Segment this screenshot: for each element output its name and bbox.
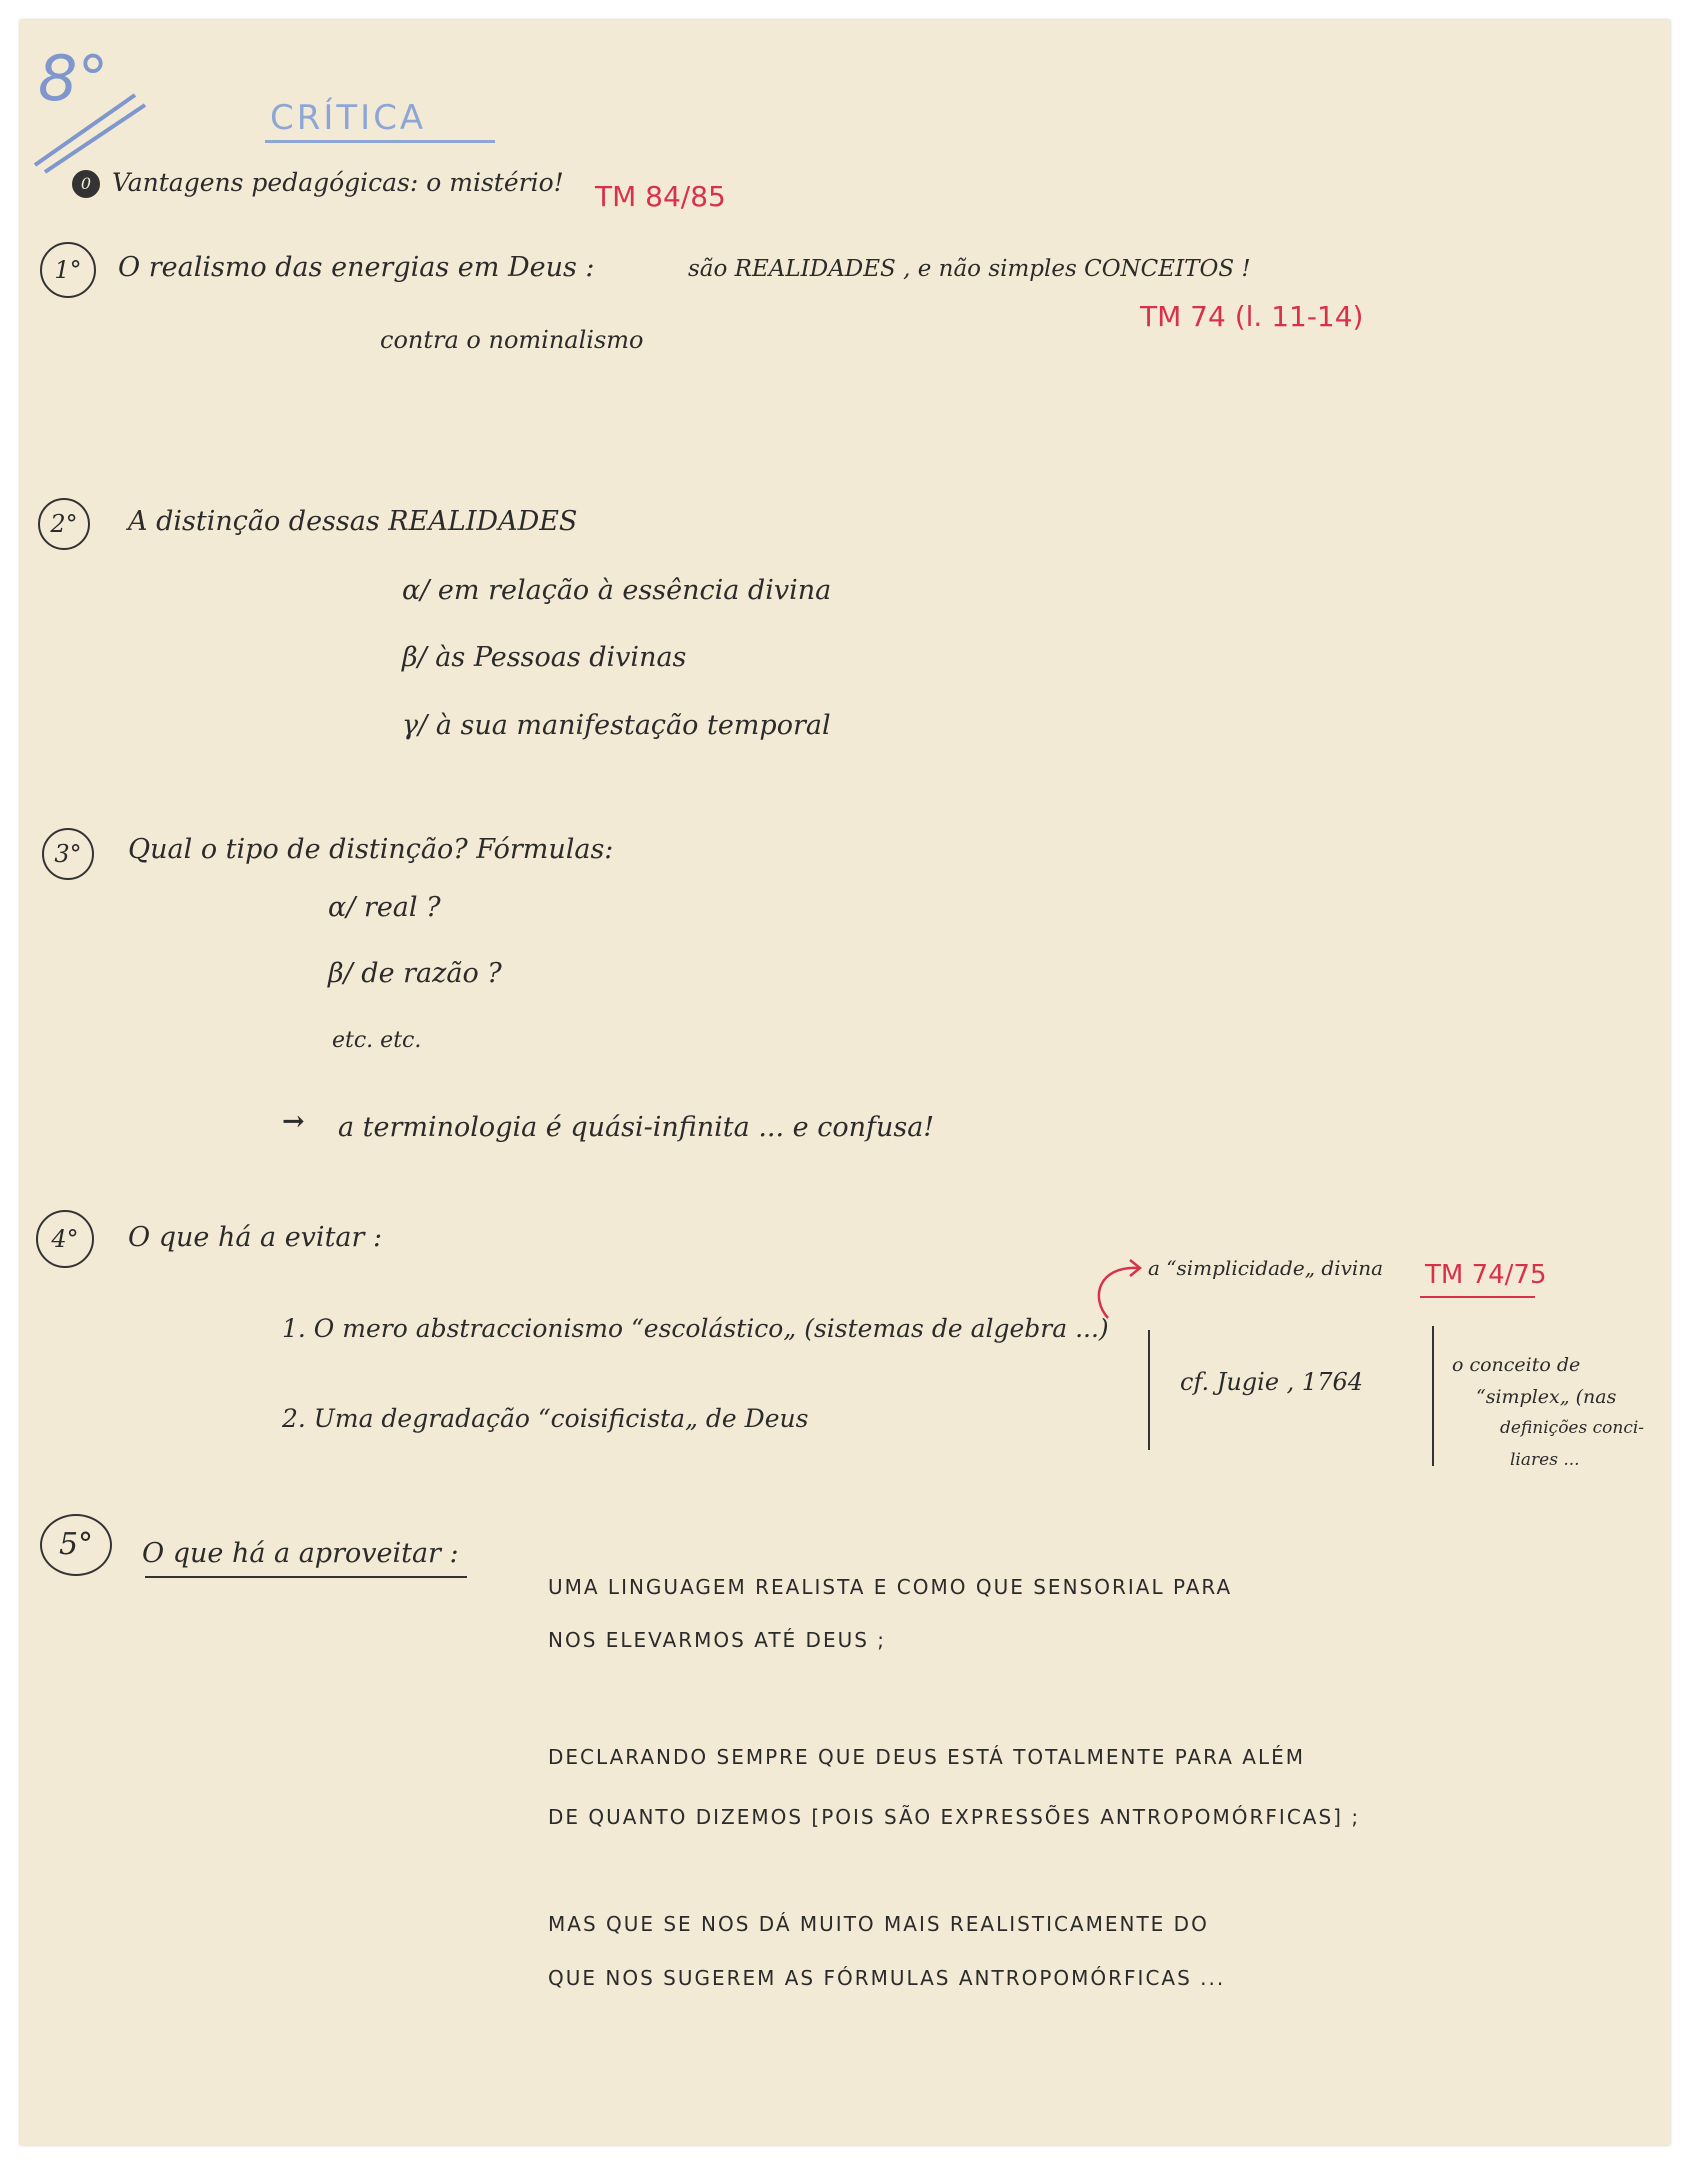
- section-2-number: 2°: [38, 498, 90, 550]
- section-3-item: etc. etc.: [332, 1028, 422, 1053]
- section-1-sub: contra o nominalismo: [380, 326, 644, 354]
- section-5-number: 5°: [40, 1514, 112, 1576]
- concept-note-line: “simplex„ (nas: [1476, 1386, 1617, 1408]
- section-3-number: 3°: [42, 828, 94, 880]
- line0-ref: TM 84/85: [595, 180, 726, 213]
- section-3-item: α/ real ?: [328, 892, 441, 923]
- section-5-line: DECLARANDO SEMPRE QUE DEUS ESTÁ TOTALMENTE PARA ALÉM: [548, 1745, 1306, 1769]
- concept-note-line: definições conci-: [1500, 1418, 1645, 1438]
- section-5-line: QUE NOS SUGEREM AS FÓRMULAS ANTROPOMÓRFICAS ...: [548, 1966, 1226, 1990]
- line0-text: Vantagens pedagógicas: o mistério!: [112, 168, 564, 197]
- section-1-text-b: são REALIDADES , e não simples CONCEITOS !: [688, 256, 1251, 282]
- section-2-item: α/ em relação à essência divina: [402, 575, 832, 606]
- section-5-line: DE QUANTO DIZEMOS [POIS SÃO EXPRESSÕES ANTROPOMÓRFICAS] ;: [548, 1805, 1361, 1829]
- section-3-text: Qual o tipo de distinção? Fórmulas:: [128, 834, 614, 865]
- section-5-text: O que há a aproveitar :: [142, 1538, 459, 1569]
- section-2-item: γ/ à sua manifestação temporal: [402, 710, 831, 741]
- cf-reference: cf. Jugie , 1764: [1180, 1368, 1364, 1396]
- section-4-number: 4°: [36, 1210, 94, 1268]
- page-title: CRÍTICA: [270, 98, 427, 138]
- bracket-line-right: [1432, 1326, 1434, 1466]
- side-ref: TM 74/75: [1425, 1260, 1547, 1290]
- concept-note-line: o conceito de: [1452, 1354, 1581, 1376]
- section-1-ref: TM 74 (l. 11-14): [1140, 300, 1364, 333]
- bullet-zero-icon: 0: [72, 170, 100, 198]
- arrow-right-icon: →: [282, 1106, 305, 1137]
- section-1-number: 1°: [40, 242, 96, 298]
- title-underline: [265, 140, 495, 143]
- side-note: a “simplicidade„ divina: [1148, 1256, 1384, 1280]
- section-3-item: β/ de razão ?: [328, 958, 502, 989]
- section-4-text: O que há a evitar :: [128, 1222, 383, 1253]
- section-3-conclusion: a terminologia é quási-infinita ... e confusa!: [338, 1112, 935, 1143]
- section-4-item: 1. O mero abstraccionismo “escolástico„ (sistemas de algebra ...): [282, 1314, 1109, 1343]
- page-number: 8°: [38, 42, 109, 115]
- concept-note-line: liares ...: [1510, 1450, 1580, 1470]
- section-2-text: A distinção dessas REALIDADES: [128, 506, 578, 537]
- section-4-item: 2. Uma degradação “coisificista„ de Deus: [282, 1404, 809, 1433]
- section-5-line: MAS QUE SE NOS DÁ MUITO MAIS REALISTICAMENTE DO: [548, 1912, 1209, 1936]
- section-5-line: UMA LINGUAGEM REALISTA E COMO QUE SENSORIAL PARA: [548, 1575, 1233, 1599]
- bracket-line-left: [1148, 1330, 1150, 1450]
- section-5-line: NOS ELEVARMOS ATÉ DEUS ;: [548, 1628, 887, 1652]
- manuscript-page: [20, 20, 1670, 2145]
- section-2-item: β/ às Pessoas divinas: [402, 642, 687, 673]
- page-number-strike: [30, 60, 150, 180]
- side-ref-underline: [1420, 1296, 1535, 1298]
- section-1-text-a: O realismo das energias em Deus :: [118, 252, 595, 283]
- section-5-underline: [145, 1576, 467, 1578]
